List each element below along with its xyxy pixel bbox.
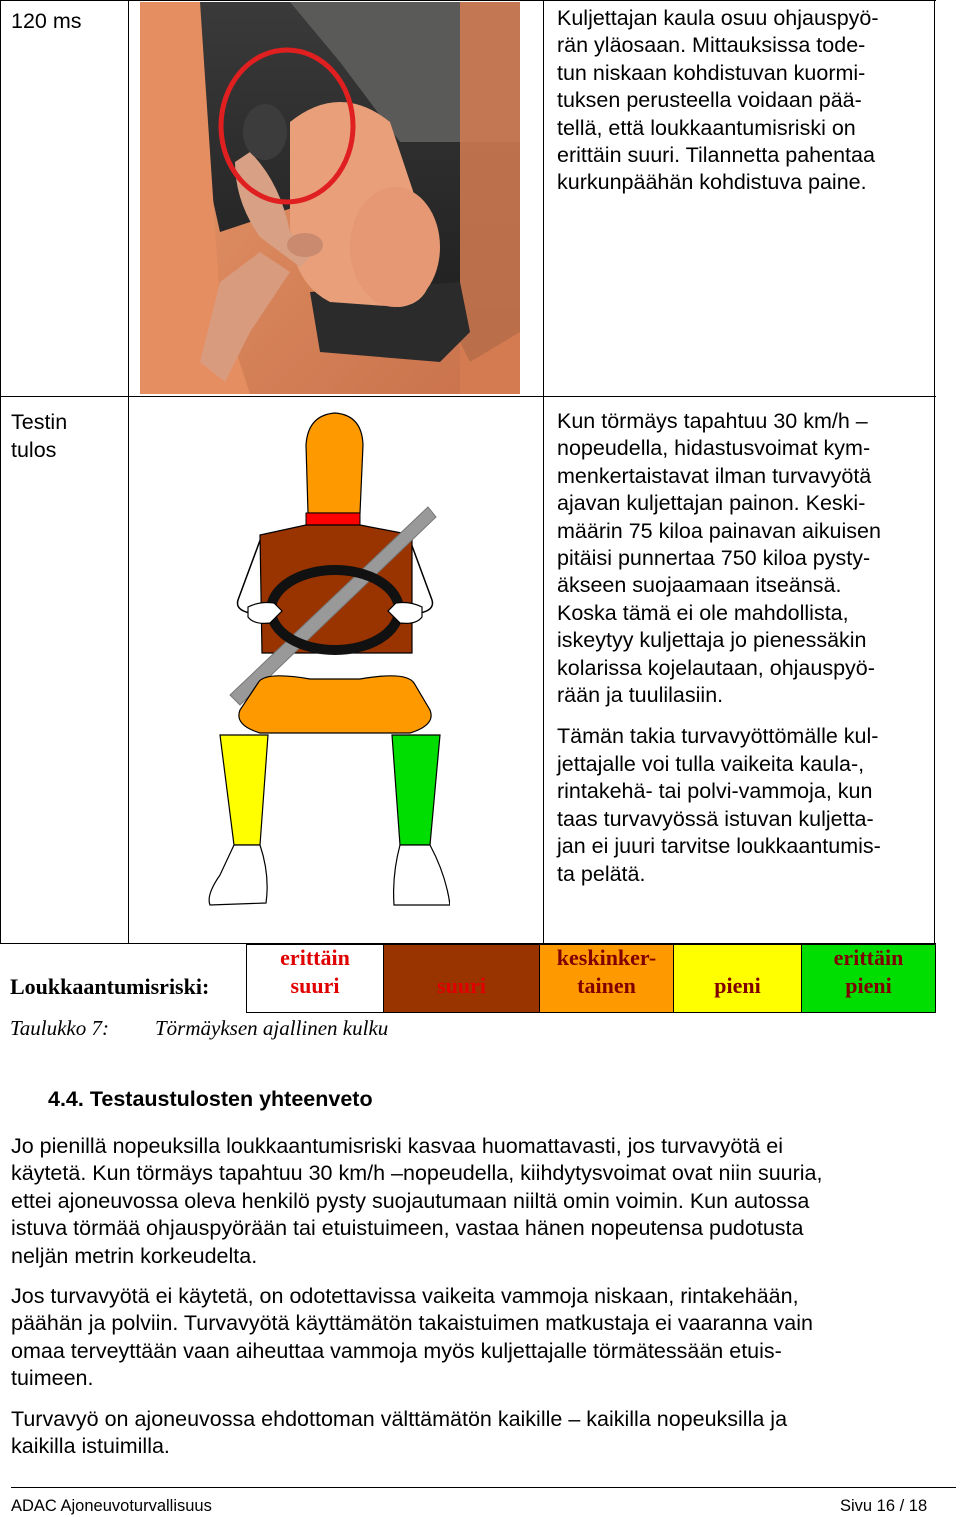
caption-number: Taulukko 7: bbox=[10, 1016, 109, 1040]
table-row-divider bbox=[0, 396, 936, 397]
table-border-top bbox=[0, 0, 936, 1]
body-paragraph-3: Turvavyö on ajoneuvossa ehdottoman välttämätön kaikille – kaikilla nopeuksilla ja kaikilla istuimilla. bbox=[11, 1406, 788, 1459]
time-label: 120 ms bbox=[11, 9, 82, 33]
risk-legend-title: Loukkaantumisriski: bbox=[10, 974, 210, 999]
injury-risk-dummy-diagram bbox=[200, 405, 450, 920]
row2-text bbox=[557, 408, 927, 888]
risk-level-low bbox=[674, 944, 802, 1013]
table-col-divider-1 bbox=[128, 0, 129, 943]
row2-paragraph-2: Tämän takia turvavyöttömälle kul- jettajalle voi tulla vaikeita kaula-, rintakehä- tai polvi-vammoja, kun taas turvavyössä istuvan kuljetta- jan ei juuri tarvitse loukkaantumis- ta pelätä. bbox=[557, 724, 881, 886]
caption-text: Törmäyksen ajallinen kulku bbox=[155, 1016, 389, 1040]
dummy-head bbox=[306, 413, 363, 513]
row1-description: Kuljettajan kaula osuu ohjauspyö- rän yläosaan. Mittauksissa tode- tun niskaan kohdistuvan kuormi- tuksen perusteella voidaan pää- tellä, että loukkaantumisriski on erittäin suuri. Tilannetta pahentaa kurkunpäähän kohdistuva paine. bbox=[557, 6, 879, 195]
body-paragraph-2: Jos turvavyötä ei käytetä, on odotettavissa vaikeita vammoja niskaan, rintakehään, päähän ja polviin. Turvavyötä käyttämätön takaistuimen matkustaja ei vaaranna vain omaa terveyttään vaan aiheuttaa vammoja myös kuljettajalle törmätessään etuis- tuimeen. bbox=[11, 1284, 813, 1391]
risk-level-label: pieni bbox=[714, 973, 761, 998]
row2-label: Testin tulos bbox=[11, 410, 68, 462]
crash-test-photo bbox=[140, 2, 520, 394]
risk-level-label: erittäin pieni bbox=[833, 945, 904, 998]
risk-level-label: erittäin suuri bbox=[280, 945, 350, 998]
footer-left: ADAC Ajoneuvoturvallisuus bbox=[11, 1497, 212, 1515]
risk-level-very-low bbox=[802, 944, 936, 1013]
section-heading: 4.4. Testaustulosten yhteenveto bbox=[48, 1087, 373, 1111]
body-paragraph-1: Jo pienillä nopeuksilla loukkaantumisriski kasvaa huomattavasti, jos turvavyötä ei käytetä. Kun törmäys tapahtuu 30 km/h –nopeudella, kiihdytysvoimat ovat niin suuria, ettei ajoneuvossa oleva henkilö pysty suojautumaan niiltä omin voimin. Kun autossa istuva törmää ohjauspyörään tai etuistuimeen, vastaa hänen nopeutensa pudotusta neljän metrin korkeudelta. bbox=[11, 1134, 823, 1268]
table-col-divider-2 bbox=[543, 0, 544, 943]
risk-level-very-high bbox=[246, 944, 384, 1013]
risk-level-high bbox=[384, 944, 540, 1013]
section-body bbox=[11, 1133, 951, 1460]
table-border-left bbox=[0, 0, 1, 943]
footer-rule bbox=[11, 1487, 956, 1488]
table-border-right bbox=[934, 0, 935, 943]
risk-level-label: suuri bbox=[437, 973, 486, 998]
risk-level-medium bbox=[540, 944, 674, 1013]
footer-page-number: Sivu 16 / 18 bbox=[840, 1497, 928, 1515]
row2-paragraph-1: Kun törmäys tapahtuu 30 km/h – nopeudella, hidastusvoimat kym- menkertaistavat ilman turvavyötä ajavan kuljettajan painon. Keski- määrin 75 kiloa painavan aikuisen pitäisi punnertaa 750 kiloa pysty- äkseen suojaamaan itseänsä. Koska tämä ei ole mahdollista, iskeytyy kuljettaja jo pienessäkin kolarissa kojelautaan, ohjauspyö- rään ja tuulilasiin. bbox=[557, 409, 881, 708]
risk-level-label: keskinker- tainen bbox=[556, 945, 657, 998]
